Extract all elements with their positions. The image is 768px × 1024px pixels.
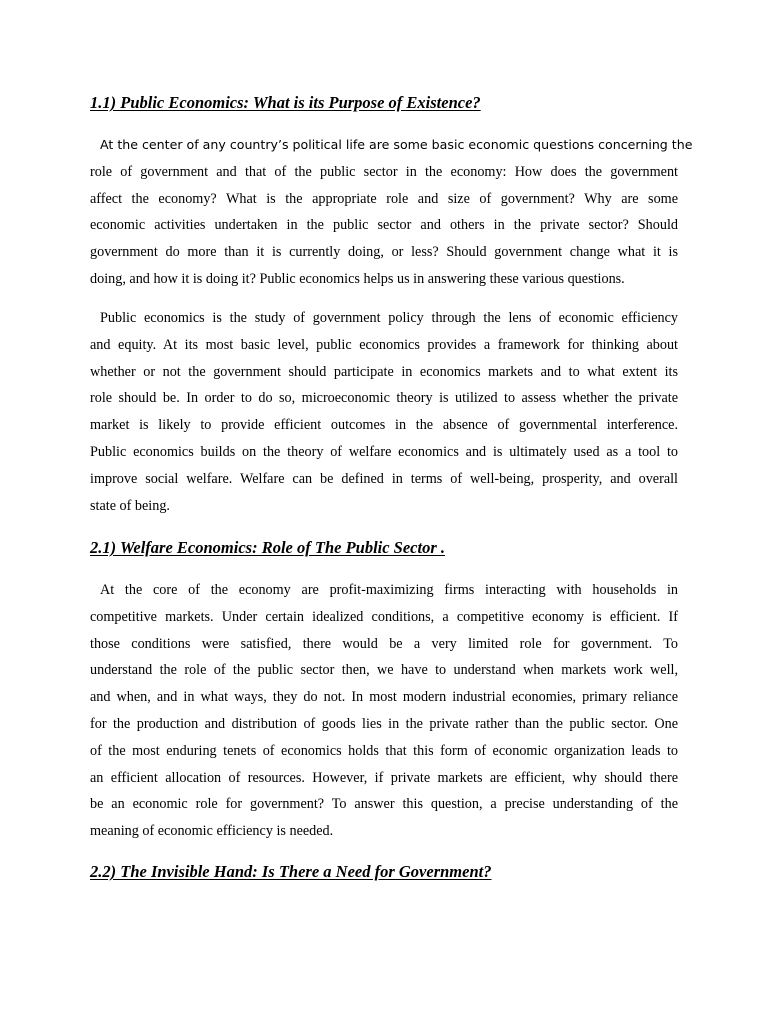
text-line: At the core of the economy are profit-maximizing firms interacting with households in [100,582,678,598]
text-line: an efficient allocation of resources. However, if private markets are efficient, why should there [90,769,678,786]
text-line: affect the economy? What is the appropriate role and size of government? Why are some [90,190,678,207]
text-line: and equity. At its most basic level, public economics provides a framework for thinking about [90,336,678,353]
text-line: understand the role of the public sector then, we have to understand when markets work well, [90,662,678,679]
text-line: market is likely to provide efficient outcomes in the absence of governmental interference. [90,417,678,434]
text-line: whether or not the government should participate in economics markets and to what extent its [90,363,678,380]
text-line: improve social welfare. Welfare can be defined in terms of well-being, prosperity, and overall [90,470,678,487]
text-line: economic activities undertaken in the public sector and others in the private sector? Should [90,217,678,234]
text-line: competitive markets. Under certain idealized conditions, a competitive economy is efficient. If [90,608,678,625]
text-line: At the center of any country’s political life are some basic economic questions concerning the [100,137,693,152]
text-line: doing, and how it is doing it? Public economics helps us in answering these various questions. [90,270,625,287]
section-heading-2-1: 2.1) Welfare Economics: Role of The Public Sector . [90,538,446,557]
section-heading-1-1: 1.1) Public Economics: What is its Purpose of Existence? [90,93,481,112]
text-line: government do more than it is currently doing, or less? Should government change what it is [90,244,678,261]
text-line: those conditions were satisfied, there would be a very limited role for government. To [90,635,678,652]
paragraph-1-1-b [90,305,678,519]
text-line: be an economic role for government? To answer this question, a precise understanding of the [90,796,678,813]
text-line: role of government and that of the public sector in the economy: How does the government [90,163,678,180]
text-line: state of being. [90,497,170,514]
text-line: Public economics is the study of government policy through the lens of economic efficiency [100,310,678,326]
text-line: role should be. In order to do so, microeconomic theory is utilized to assess whether the private [90,390,678,407]
text-line: and when, and in what ways, they do not. In most modern industrial economies, primary reliance [90,689,678,706]
document-page [90,0,693,1024]
section-heading-2-2: 2.2) The Invisible Hand: Is There a Need for Government? [90,862,492,881]
text-line: of the most enduring tenets of economics holds that this form of economic organization leads to [90,742,678,759]
paragraph-2-1-a [90,577,678,845]
text-line: Public economics builds on the theory of welfare economics and is ultimately used as a tool to [90,443,678,460]
text-line: for the production and distribution of goods lies in the private rather than the public sector. One [90,715,678,732]
paragraph-1-1-a [90,132,693,293]
text-line: meaning of economic efficiency is needed. [90,823,334,840]
